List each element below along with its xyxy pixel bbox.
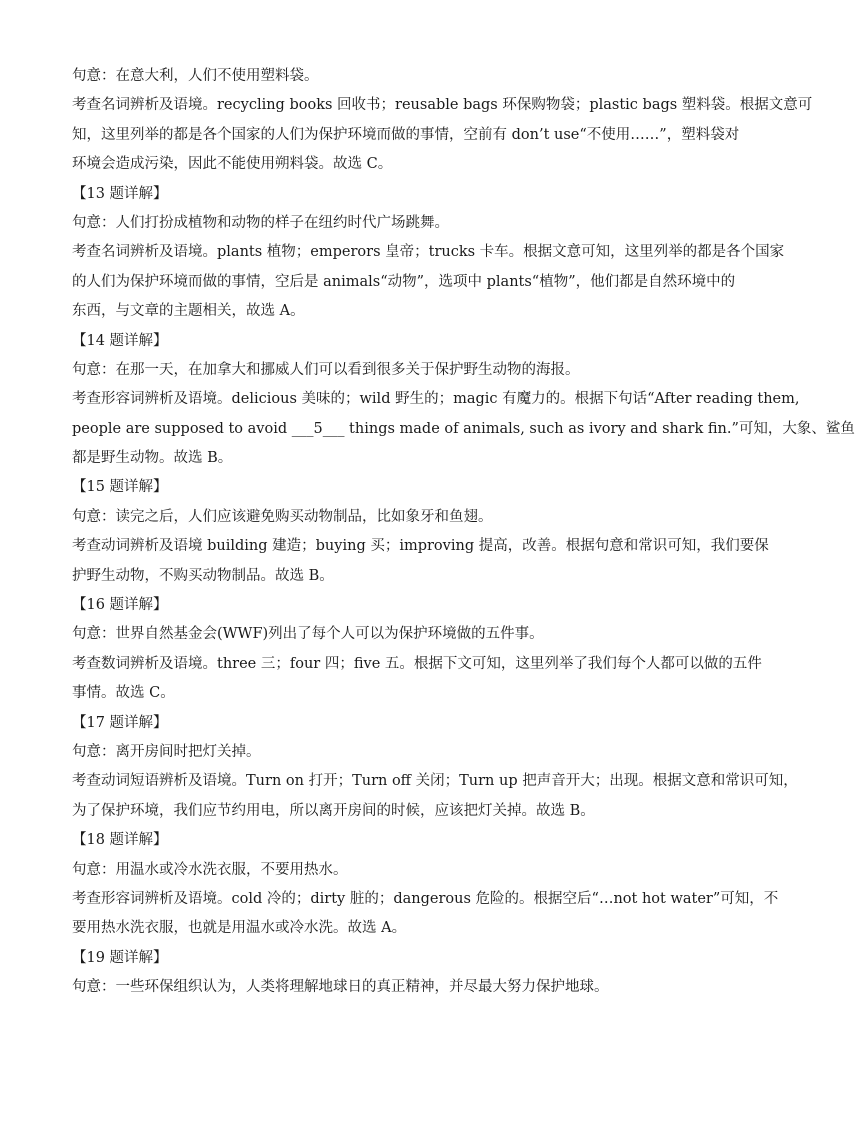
section-heading: 【19 题详解】: [72, 949, 168, 966]
text-line: 句意：世界自然基金会(WWF)列出了每个人可以为保护环境做的五件事。: [72, 626, 544, 643]
text-line: 考查动词短语辨析及语境。Turn on 打开；Turn off 关闭；Turn up 把声音开大；出现。根据文意和常识可知，: [72, 773, 798, 790]
section-heading: 【13 题详解】: [72, 185, 168, 202]
text-line: 事情。故选 C。: [72, 685, 175, 702]
text-line: 句意：离开房间时把灯关掉。: [72, 743, 261, 760]
text-line: 句意：在意大利，人们不使用塑料袋。: [72, 68, 319, 84]
text-line: people are supposed to avoid ___5___ things made of animals, such as ivory and shark fin.”可知，大象、鲨鱼: [72, 420, 855, 437]
text-line: 句意：人们打扮成植物和动物的样子在纽约时代广场跳舞。: [72, 214, 449, 231]
section-heading: 【15 题详解】: [72, 479, 168, 496]
text-line: 句意：一些环保组织认为，人类将理解地球日的真正精神，并尽最大努力保护地球。: [72, 979, 609, 996]
text-line: 考查名词辨析及语境。plants 植物；emperors 皇帝；trucks 卡车。根据文意可知，这里列举的都是各个国家: [72, 244, 785, 261]
text-line: 考查形容词辨析及语境。cold 冷的；dirty 脏的；dangerous 危险的。根据空后“…not hot water”可知，不: [72, 890, 779, 907]
text-line: 句意：读完之后，人们应该避免购买动物制品，比如象牙和鱼翅。: [72, 508, 493, 525]
text-line: 句意：在那一天，在加拿大和挪威人们可以看到很多关于保护野生动物的海报。: [72, 361, 580, 378]
text-line: 的人们为保护环境而做的事情，空后是 animals“动物”，选项中 plants“植物”，他们都是自然环境中的: [72, 273, 736, 290]
text-line: 环境会造成污染，因此不能使用朔料袋。故选 C。: [72, 156, 393, 173]
text-line: 考查形容词辨析及语境。delicious 美味的；wild 野生的；magic 有魔力的。根据下句话“After reading them,: [72, 391, 800, 408]
text-line: 考查动词辨析及语境 building 建造；buying 买；improving 提高，改善。根据句意和常识可知，我们要保: [72, 538, 769, 555]
section-heading: 【14 题详解】: [72, 332, 168, 349]
text-line: 护野生动物，不购买动物制品。故选 B。: [72, 567, 334, 584]
section-heading: 【17 题详解】: [72, 714, 168, 731]
text-line: 考查数词辨析及语境。three 三；four 四；five 五。根据下文可知，这里列举了我们每个人都可以做的五件: [72, 655, 762, 672]
text-line: 为了保护环境，我们应节约用电，所以离开房间的时候，应该把灯关掉。故选 B。: [72, 802, 595, 819]
section-heading: 【16 题详解】: [72, 597, 168, 614]
document-body: [72, 62, 855, 1003]
text-line: 句意：用温水或冷水洗衣服，不要用热水。: [72, 861, 348, 878]
text-line: 东西，与文章的主题相关，故选 A。: [72, 303, 305, 320]
text-line: 考查名词辨析及语境。recycling books 回收书；reusable bags 环保购物袋；plastic bags 塑料袋。根据文意可: [72, 97, 813, 114]
section-heading: 【18 题详解】: [72, 832, 168, 849]
text-line: 要用热水洗衣服，也就是用温水或冷水洗。故选 A。: [72, 920, 407, 937]
text-line: 都是野生动物。故选 B。: [72, 450, 233, 467]
text-line: 知，这里列举的都是各个国家的人们为保护环境而做的事情，空前有 don’t use“不使用……”，塑料袋对: [72, 126, 740, 143]
